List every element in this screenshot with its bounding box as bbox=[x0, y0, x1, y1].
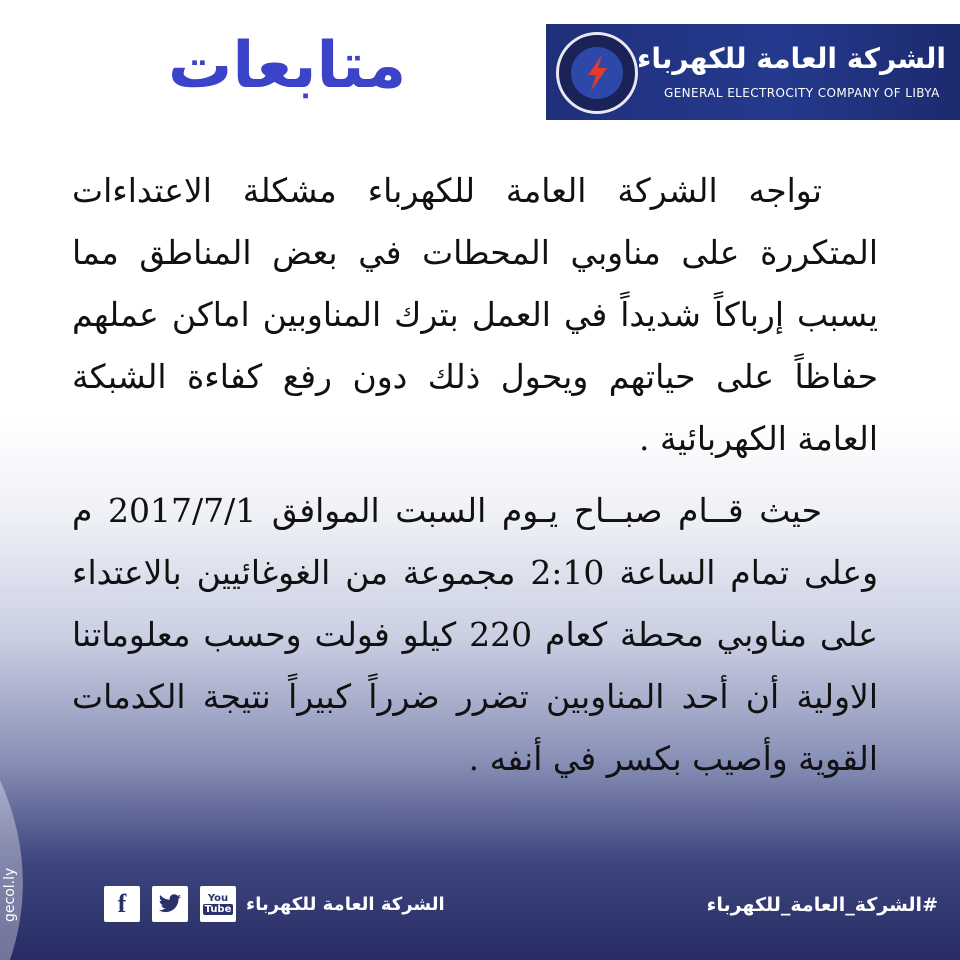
article-paragraph-1: تواجه الشركة العامة للكهرباء مشكلة الاعتداءات المتكررة على مناوبي المحطات في بعض المناطق مما يسبب إرباكاً شديداً في العمل بترك المناوبين اماكن عملهم حفاظاً على حياتهم ويحول ذلك دون رفع كفاءة الشبكة العامة الكهربائية . bbox=[72, 171, 878, 458]
youtube-label-bottom: Tube bbox=[204, 904, 232, 915]
website-url[interactable]: gecol.ly bbox=[2, 867, 18, 922]
company-name-english: GENERAL ELECTROCITY COMPANY OF LIBYA bbox=[664, 86, 940, 100]
facebook-glyph: f bbox=[117, 889, 127, 918]
header-band bbox=[546, 24, 960, 120]
section-title: متابعات bbox=[168, 29, 407, 103]
footer-company-name: الشركة العامة للكهرباء bbox=[246, 894, 445, 915]
lightning-bolt-icon bbox=[571, 47, 623, 99]
youtube-icon[interactable] bbox=[200, 886, 236, 922]
twitter-icon[interactable] bbox=[152, 886, 188, 922]
company-logo bbox=[556, 32, 638, 114]
company-name-arabic: الشركة العامة للكهرباء bbox=[637, 42, 946, 75]
article-body bbox=[72, 160, 878, 790]
article-paragraph-2: حيث قــام صبــاح يـوم السبت الموافق 2017/7/1 م وعلى تمام الساعة 2:10 مجموعة من الغوغائيين بالاعتداء على مناوبي محطة كعام 220 كيلو فولت وحسب معلوماتنا الاولية أن أحد المناوبين تضرر ضرراً كبيراً نتيجة الكدمات القوية وأصيب بكسر في أنفه . bbox=[72, 491, 879, 778]
facebook-icon[interactable] bbox=[104, 886, 140, 922]
footer-hashtag[interactable]: #الشركة_العامة_للكهرباء bbox=[706, 894, 938, 916]
social-links bbox=[104, 886, 236, 922]
youtube-label-top: You bbox=[207, 893, 229, 904]
